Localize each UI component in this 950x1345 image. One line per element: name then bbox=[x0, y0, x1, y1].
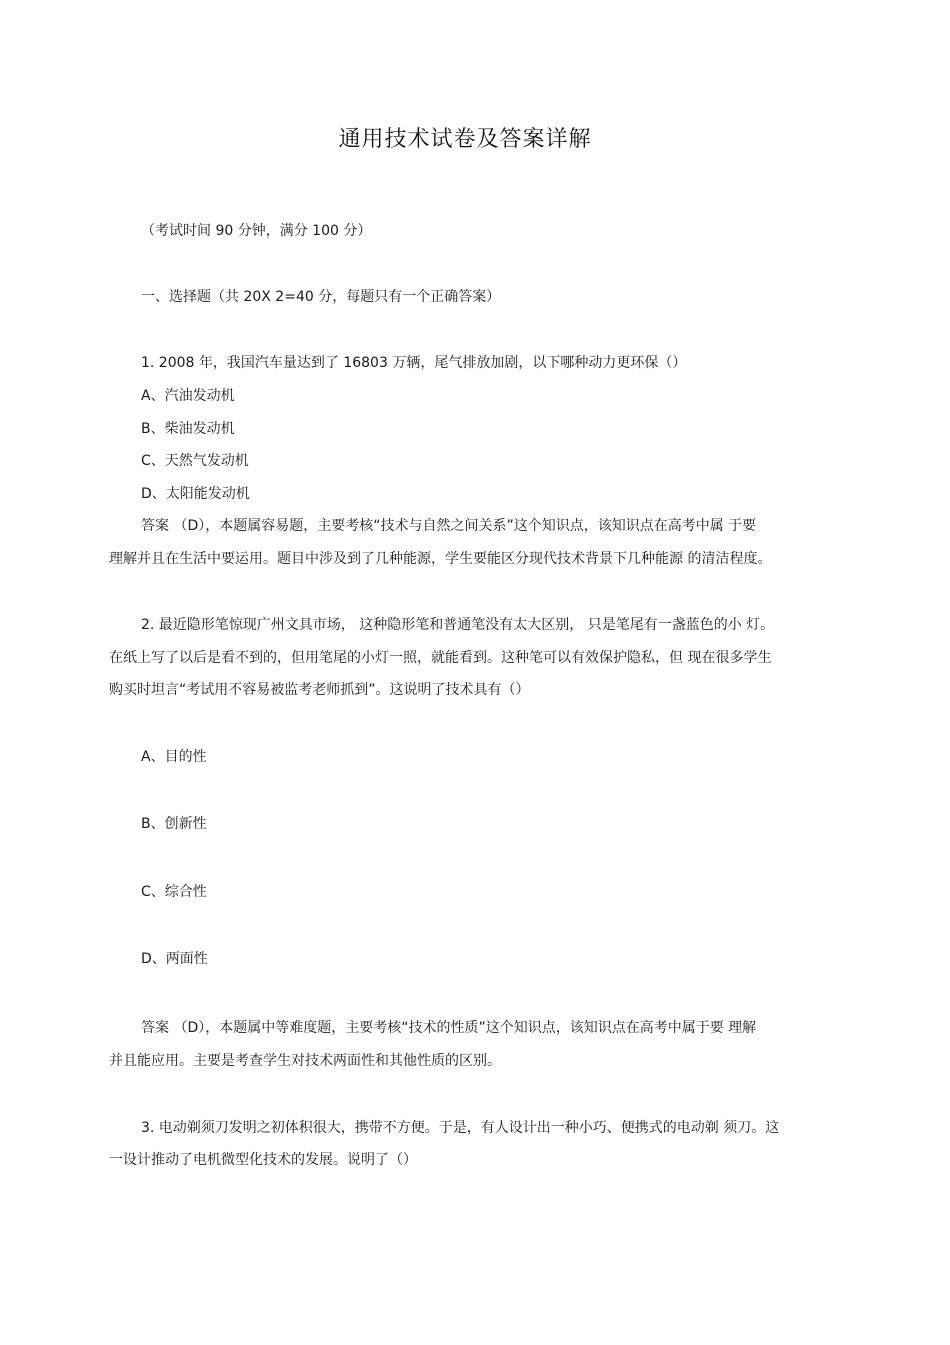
question-2-option-c: C、综合性 bbox=[141, 884, 207, 900]
question-1-answer-continued: 理解并且在生活中要运用。题目中涉及到了几种能源，学生要能区分现代技术背景下几种能源 的清洁程度。 bbox=[109, 551, 772, 567]
question-2-option-a: A、目的性 bbox=[141, 749, 207, 765]
question-3-stem: 3. 电动剃须刀发明之初体积很大，携带不方便。于是，有人设计出一种小巧、便携式的电动剃 须刀。这 bbox=[141, 1120, 780, 1136]
exam-info: （考试时间 90 分钟，满分 100 分） bbox=[141, 223, 372, 239]
document-title: 通用技术试卷及答案详解 bbox=[338, 127, 592, 152]
question-1-option-c: C、天然气发动机 bbox=[141, 453, 249, 469]
question-1-option-d: D、太阳能发动机 bbox=[141, 486, 250, 502]
question-2-answer-continued: 并且能应用。主要是考查学生对技术两面性和其他性质的区别。 bbox=[109, 1053, 501, 1069]
question-2-stem: 2. 最近隐形笔惊现广州文具市场， 这种隐形笔和普通笔没有太大区别， 只是笔尾有一盏蓝色的小 灯。 bbox=[141, 617, 775, 633]
question-1-stem: 1. 2008 年，我国汽车量达到了 16803 万辆，尾气排放加剧，以下哪种动力更环保（） bbox=[141, 355, 687, 371]
question-2-option-d: D、两面性 bbox=[141, 951, 208, 967]
question-1-option-b: B、柴油发动机 bbox=[141, 421, 235, 437]
question-2-stem-line-2: 在纸上写了以后是看不到的，但用笔尾的小灯一照，就能看到。这种笔可以有效保护隐私，但 现在很多学生 bbox=[109, 650, 772, 666]
question-1-answer: 答案 （D），本题属容易题，主要考核“技术与自然之间关系”这个知识点，该知识点在高考中属 于要 bbox=[141, 518, 757, 534]
section-heading: 一、选择题（共 20X 2=40 分，每题只有一个正确答案） bbox=[141, 289, 501, 305]
question-1-option-a: A、汽油发动机 bbox=[141, 388, 235, 404]
question-2-stem-line-3: 购买时坦言“考试用不容易被监考老师抓到”。这说明了技术具有（） bbox=[109, 682, 530, 698]
question-3-stem-line-2: 一设计推动了电机微型化技术的发展。说明了（） bbox=[109, 1152, 417, 1168]
question-2-answer: 答案 （D），本题属中等难度题，主要考核“技术的性质”这个知识点，该知识点在高考中属于要 理解 bbox=[141, 1020, 757, 1036]
question-2-option-b: B、创新性 bbox=[141, 816, 207, 832]
